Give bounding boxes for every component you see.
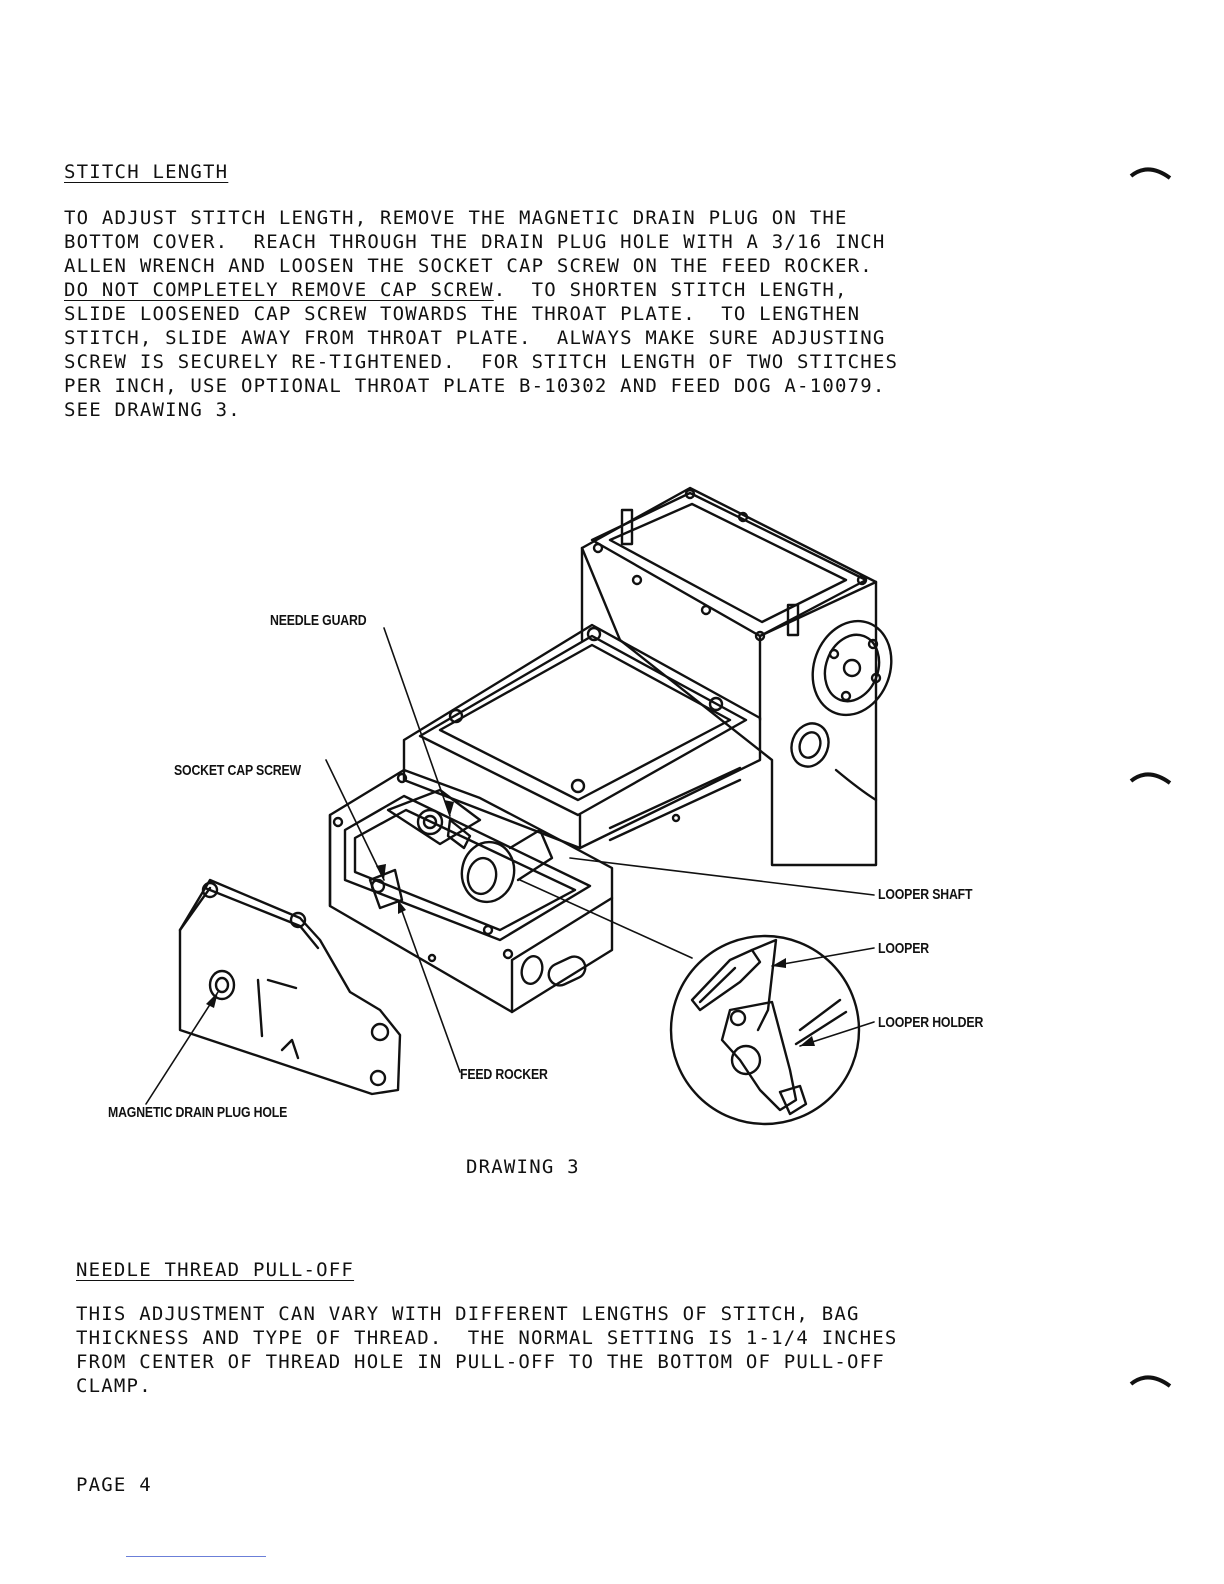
paragraph-line: THIS ADJUSTMENT CAN VARY WITH DIFFERENT LENGTHS OF STITCH, BAG xyxy=(76,1303,860,1325)
paragraph-line: SLIDE LOOSENED CAP SCREW TOWARDS THE THROAT PLATE. TO LENGTHEN xyxy=(64,303,861,325)
section-heading-stitch-length: STITCH LENGTH xyxy=(64,161,229,183)
paragraph-line-rest: . TO SHORTEN STITCH LENGTH, xyxy=(493,279,848,301)
label-feed-rocker: FEED ROCKER xyxy=(460,1066,548,1083)
paragraph-line: STITCH, SLIDE AWAY FROM THROAT PLATE. ALWAYS MAKE SURE ADJUSTING xyxy=(64,327,886,349)
paragraph-line: THICKNESS AND TYPE OF THREAD. THE NORMAL SETTING IS 1-1/4 INCHES xyxy=(76,1327,898,1349)
bottom-cover xyxy=(180,880,400,1094)
paragraph-line: FROM CENTER OF THREAD HOLE IN PULL-OFF TO THE BOTTOM OF PULL-OFF xyxy=(76,1351,885,1373)
label-magnetic-drain-plug-hole: MAGNETIC DRAIN PLUG HOLE xyxy=(108,1104,288,1121)
pull-off-paragraph xyxy=(76,1302,1036,1398)
paragraph-line: ALLEN WRENCH AND LOOSEN THE SOCKET CAP SCREW ON THE FEED ROCKER. xyxy=(64,255,873,277)
leader-lines xyxy=(146,628,874,1104)
section-heading-needle-thread-pull-off: NEEDLE THREAD PULL-OFF xyxy=(76,1259,355,1281)
paragraph-line: BOTTOM COVER. REACH THROUGH THE DRAIN PLUG HOLE WITH A 3/16 INCH xyxy=(64,231,886,253)
page-number: PAGE 4 xyxy=(76,1474,152,1496)
paragraph-line: SCREW IS SECURELY RE-TIGHTENED. FOR STITCH LENGTH OF TWO STITCHES xyxy=(64,351,899,373)
looper-detail-inset xyxy=(671,936,859,1124)
label-looper-shaft: LOOPER SHAFT xyxy=(878,886,973,903)
middle-housing xyxy=(404,625,760,848)
paragraph-line: CLAMP. xyxy=(76,1375,152,1397)
warning-underlined-text: DO NOT COMPLETELY REMOVE CAP SCREW xyxy=(64,279,494,301)
label-looper: LOOPER xyxy=(878,940,929,957)
footer-rule xyxy=(126,1556,266,1557)
label-looper-holder: LOOPER HOLDER xyxy=(878,1014,984,1031)
paragraph-line: SEE DRAWING 3. xyxy=(64,399,241,421)
drawing-caption: DRAWING 3 xyxy=(466,1156,580,1178)
label-needle-guard: NEEDLE GUARD xyxy=(270,612,367,629)
label-socket-cap-screw: SOCKET CAP SCREW xyxy=(174,762,301,779)
paragraph-line: TO ADJUST STITCH LENGTH, REMOVE THE MAGNETIC DRAIN PLUG ON THE xyxy=(64,207,848,229)
paragraph-line: PER INCH, USE OPTIONAL THROAT PLATE B-10302 AND FEED DOG A-10079. xyxy=(64,375,886,397)
gearbox-housing xyxy=(582,488,904,865)
